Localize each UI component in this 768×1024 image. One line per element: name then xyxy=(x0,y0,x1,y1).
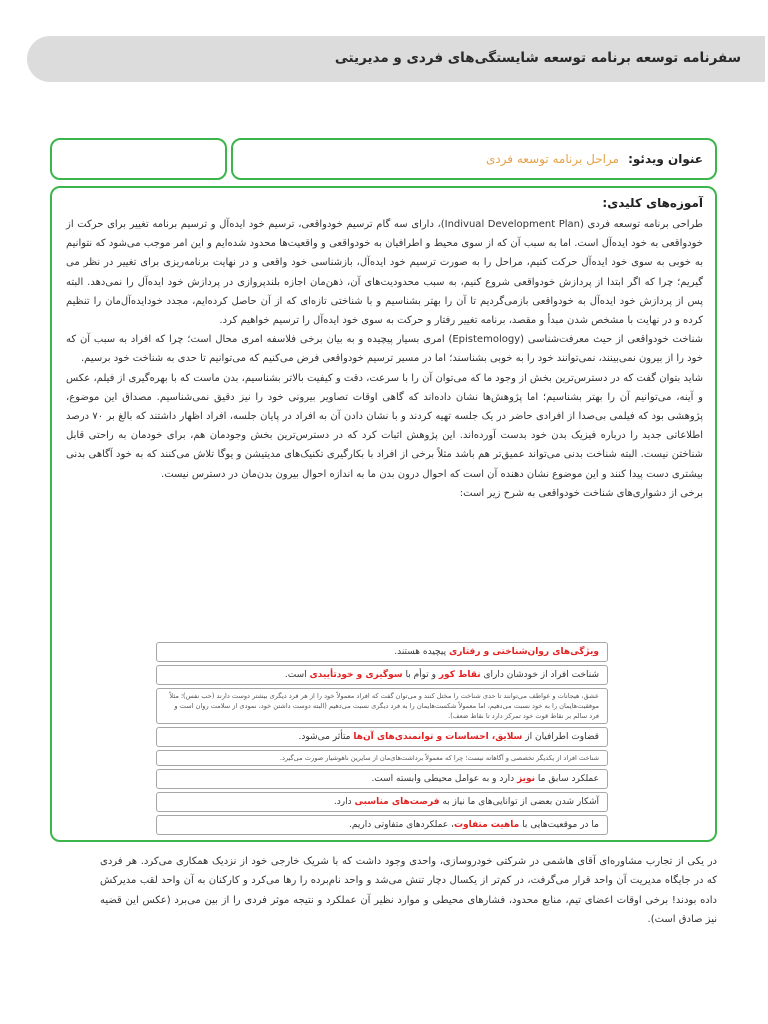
row-text: دارد و به عوامل محیطی وابسته است. xyxy=(371,774,518,784)
highlighted-text: فرصت‌های مناسبی xyxy=(354,797,440,807)
row-text: آشکار شدن بعضی از توانایی‌های ما نیاز به xyxy=(439,797,599,807)
highlighted-text: سلایق، احساسات و توانمندی‌های آن‌ها xyxy=(353,732,523,742)
highlighted-text: سوگیری و خودتأییدی xyxy=(309,670,403,680)
row-text: پیچیده هستند. xyxy=(394,647,449,657)
highlighted-text: ماهیت متفاوت xyxy=(453,820,520,830)
case-study-paragraph: در یکی از تجارب مشاوره‌ای آقای هاشمی در شرکتی خودروسازی، واحدی وجود داشت که با شریک خارجی خود از نزدیک همکاری می‌کرد. هر فردی که در جایگاه مدیریت آن واحد قرار می‌گرفت، در کم‌تر از یکسال دچار تنش می‌شد و واحد نام‌برده را رها می‌کرد و کارکنان به آن واحد لقب مدیرکش داده بودند! برخی اوقات اعضای تیم، منابع محدود، فشارهای محیطی و موارد نظیر آن عملکرد و نتیجه موثر فردی را از بین می‌برد (عکس این قضیه نیز صادق است). xyxy=(100,856,717,925)
row-text: دارد. xyxy=(333,797,355,807)
row-text: عشق، هیجانات و عواطف می‌توانند تا حدی شناخت را مختل کنند و می‌توان گفت که افراد معمولاً خود را از هر فرد دیگری بیشتر دوست دارند (حب نفس)؛ مثلاً موفقیت‌هایمان را به خود نسبت می‌دهیم، اما معمولاً شکست‌هایمان را به فرد دیگری نسبت می‌دهیم (البته دوست داشتن خود، نمودی از سلامت روان است و فرد سالم بر نقاط قوت خود تمرکز دارد تا نقاط ضعف). xyxy=(169,692,599,720)
row-text: عملکرد سابق ما xyxy=(535,774,599,784)
row-text: ما در موقعیت‌هایی با xyxy=(519,820,599,830)
video-title-box xyxy=(231,138,717,180)
lesson-paragraph: شناخت خودواقعی از حیث معرفت‌شناسی (Epistemology) امری بسیار پیچیده و به بیان برخی فلاسفه امری محال است؛ چرا که افراد به سبب آن که خود را از بیرون نمی‌بینند، نمی‌توانند خود را به خوبی بشناسند؛ اما در مسیر ترسیم خودواقعی فرض می‌کنیم که می‌توانیم تا حدی به شناخت خود برسیم. xyxy=(66,334,703,365)
row-text: شناخت افراد از خودشان دارای xyxy=(480,670,599,680)
row-text: متأثر می‌شود. xyxy=(298,732,354,742)
document-header-title: سفرنامه توسعه برنامه توسعه شایستگی‌های فردی و مدیریتی xyxy=(334,50,741,66)
difficulty-row xyxy=(156,815,608,835)
difficulties-intro: برخی از دشواری‌های شناخت خودواقعی به شرح زیر است: xyxy=(459,487,703,499)
video-title-value: مراحل برنامه توسعه فردی xyxy=(485,152,619,166)
difficulty-row xyxy=(156,727,608,747)
row-text: قضاوت اطرافیان از xyxy=(522,732,599,742)
difficulties-table xyxy=(156,642,608,838)
highlighted-text: نقاط کور xyxy=(438,670,481,680)
video-title-label: عنوان ویدئو: xyxy=(628,152,703,166)
lesson-paragraph: شاید بتوان گفت که در دسترس‌ترین بخش از وجود ما که می‌توان آن را با سرعت، دقت و کیفیت بالاتر بشناسیم، بدن ماست که با بهره‌گیری از فیلم، عکس و آینه، می‌توانیم آن را بهتر بشناسیم؛ اما پژوهش‌ها نشان داده‌اند که گاهی اوقات تصاویر بیرونی خود را نیز دقیق نمی‌شناسیم. مصداق این موضوع، پژوهشی بود که فیلمی بی‌صدا از افرادی حاضر در یک جلسه تهیه کردند و با نشان دادن آن به افراد در پایان جلسه، افراد اظهار داشتند که بالغ بر ۷۰ درصد اطلاعاتی جدید را درباره فیزیک بدن خود بدست آورده‌اند. این پژوهش اثبات کرد که در دسترس‌ترین بخش وجودمان هم، برای خودمان به راحتی قابل شناختن نیست. البته شناخت بدنی می‌تواند عمیق‌تر هم باشد مثلاً برخی از افراد با بکارگیری تکنیک‌های مدیتیشن و یوگا تلاش می‌کنند که به خود آگاهی بدنی بیشتری دست پیدا کنند و این موضوع نشان دهنده آن است که احوال درون بدن ما به اندازه احوال بیرون بدن‌مان در دسترس نیست. xyxy=(66,372,703,480)
row-text: ، عملکردهای متفاوتی داریم. xyxy=(349,820,454,830)
difficulty-row xyxy=(156,665,608,685)
video-number-box xyxy=(50,138,227,180)
highlighted-text: ویژگی‌های روان‌شناختی و رفتاری xyxy=(448,647,599,657)
row-text: و توأم با xyxy=(402,670,439,680)
key-lessons-heading: آموزه‌های کلیدی: xyxy=(602,196,703,210)
row-text: است. xyxy=(284,670,310,680)
difficulty-row xyxy=(156,642,608,662)
key-lessons-content xyxy=(66,196,703,509)
difficulty-row xyxy=(156,769,608,789)
difficulty-row xyxy=(156,750,608,766)
lesson-paragraph: طراحی برنامه توسعه فردی (Indivual Development Plan)، دارای سه گام ترسیم خودواقعی، ترسیم خود ایده‌آل و ترسیم برنامه تغییر برای حرکت از خودواقعی به خود ایده‌آل است. اما به سبب آن که از سوی محیط و اطرافیان به خودواقعی و واقعیت‌ها محدود شده‌ایم و این امر موجب می‌شود که نتوانیم به خوبی به سوی خود ایده‌آل حرکت کنیم، مراحل را به صورت ترسیم خود ایده‌آل، بازشناسی خود واقعی و در نهایت برنامه‌ریزی برای تغییر در نظر می گیریم؛ چرا که اگر ابتدا از پردازش خودواقعی شروع کنیم، به سبب محدودیت‌های آن، ذهن‌مان اجازه بلندپروازی در پردازش خود ایده‌آل را نمی‌دهد. البته پس از پردازش خود ایده‌آل به خودواقعی بازمی‌گردیم تا آن را بهتر بشناسیم و با شناختی تازه‌ای که از آن حاصل کرده‌ایم، مجدد خودایده‌آل‌مان را تنظیم کرده و در نهایت با مشخص شدن مبدأ و مقصد، برنامه تغییر رفتار و حرکت به سوی خود ایده‌آل را ترسیم خواهیم کرد. xyxy=(66,219,704,327)
highlighted-text: نویز xyxy=(517,774,536,784)
row-text: شناخت افراد از یکدیگر تخصصی و آگاهانه نیست؛ چرا که معمولاً برداشت‌های‌مان از سایرین ناهوشیار صورت می‌گیرد. xyxy=(279,754,599,762)
difficulty-row xyxy=(156,792,608,812)
difficulty-row xyxy=(156,688,608,724)
